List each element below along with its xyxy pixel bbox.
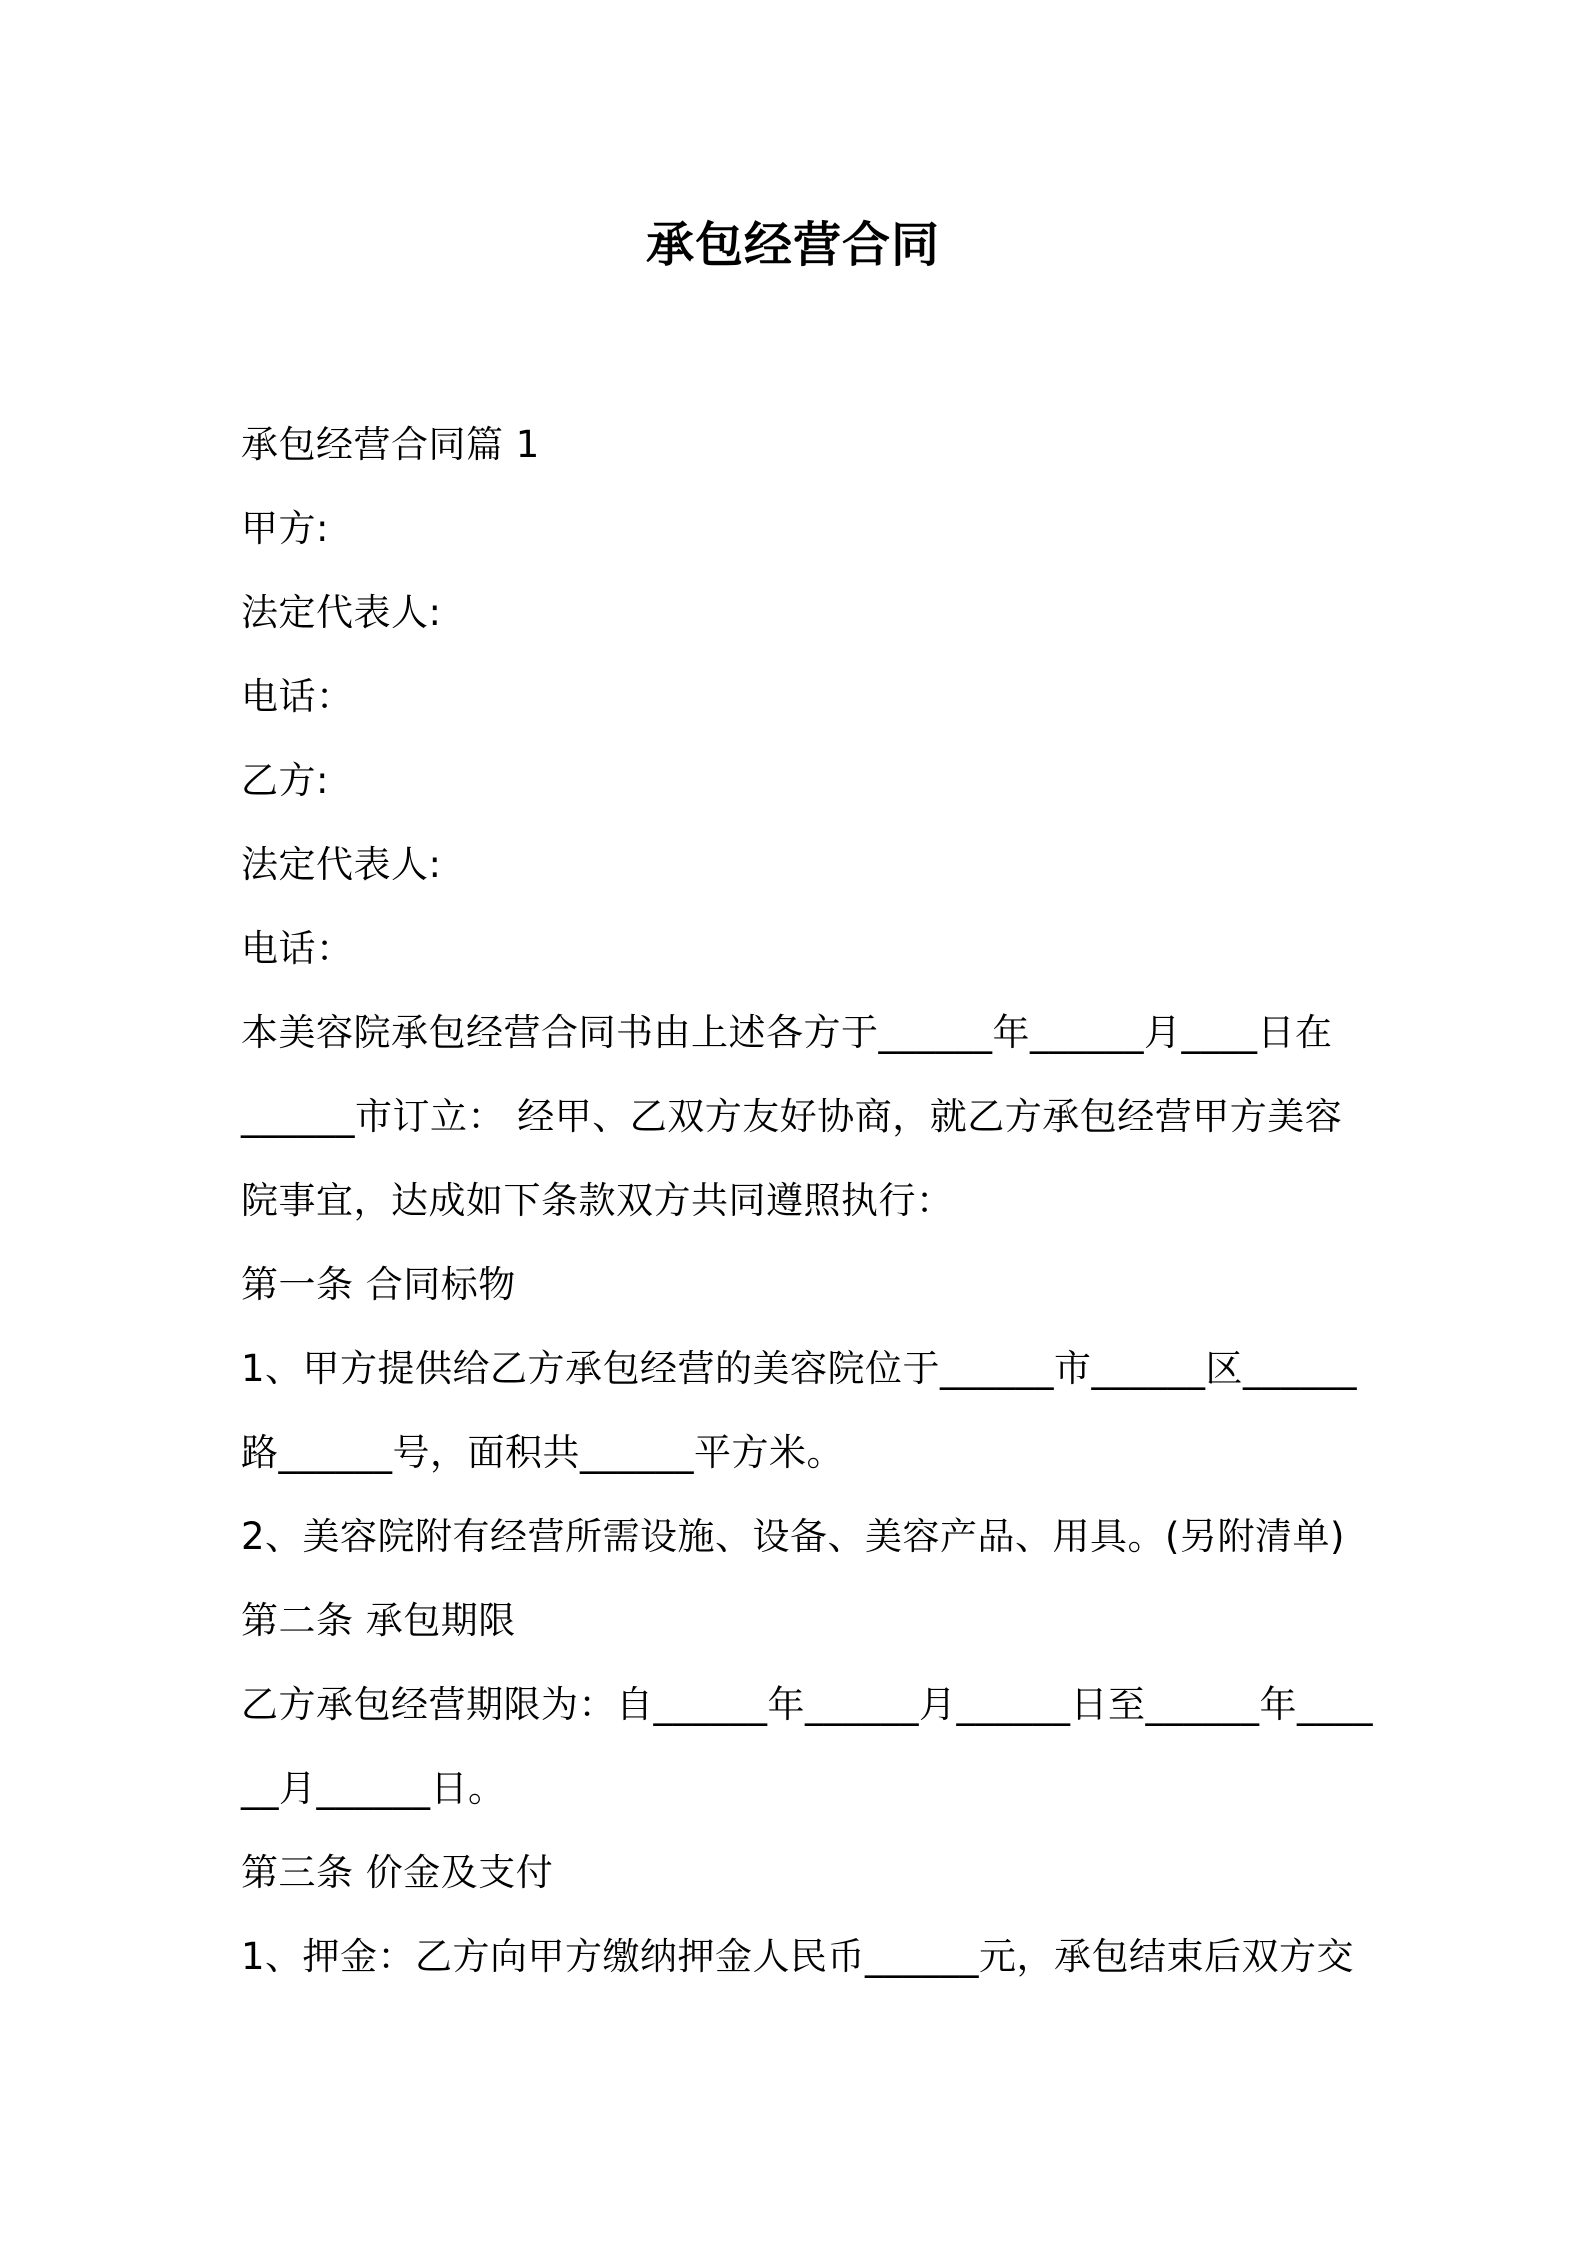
document-title: 承包经营合同 <box>645 217 940 273</box>
article-1-clause-1-line-1: 1、甲方提供给乙方承包经营的美容院位于______市______区______ <box>241 1347 1358 1390</box>
preamble-line-1: 本美容院承包经营合同书由上述各方于______年______月____日在 <box>241 1011 1333 1054</box>
article-1-heading: 第一条 合同标物 <box>241 1263 516 1306</box>
article-2-term-line-2: __月______日。 <box>241 1767 506 1810</box>
party-b-phone-label: 电话： <box>241 927 354 970</box>
document-body <box>241 403 1373 1999</box>
article-3-heading: 第三条 价金及支付 <box>241 1851 554 1894</box>
party-a-representative-label: 法定代表人: <box>241 591 442 634</box>
article-1-clause-1-line-2: 路______号，面积共______平方米。 <box>241 1431 844 1474</box>
party-b-label: 乙方: <box>241 759 329 802</box>
party-a-label: 甲方: <box>241 507 329 550</box>
preamble-line-3: 院事宜，达成如下条款双方共同遵照执行： <box>241 1179 954 1222</box>
article-2-heading: 第二条 承包期限 <box>241 1599 516 1642</box>
party-a-phone-label: 电话： <box>241 675 354 718</box>
article-2-term-line-1: 乙方承包经营期限为：自______年______月______日至______年____ <box>241 1683 1373 1726</box>
party-b-representative-label: 法定代表人: <box>241 843 442 886</box>
article-1-clause-2: 2、美容院附有经营所需设施、设备、美容产品、用具。(另附清单) <box>241 1515 1345 1558</box>
preamble-line-2: ______市订立： 经甲、乙双方友好协商，就乙方承包经营甲方美容 <box>241 1095 1343 1138</box>
section-heading: 承包经营合同篇 1 <box>241 423 540 466</box>
article-3-clause-1: 1、押金：乙方向甲方缴纳押金人民币______元，承包结束后双方交 <box>241 1935 1355 1978</box>
